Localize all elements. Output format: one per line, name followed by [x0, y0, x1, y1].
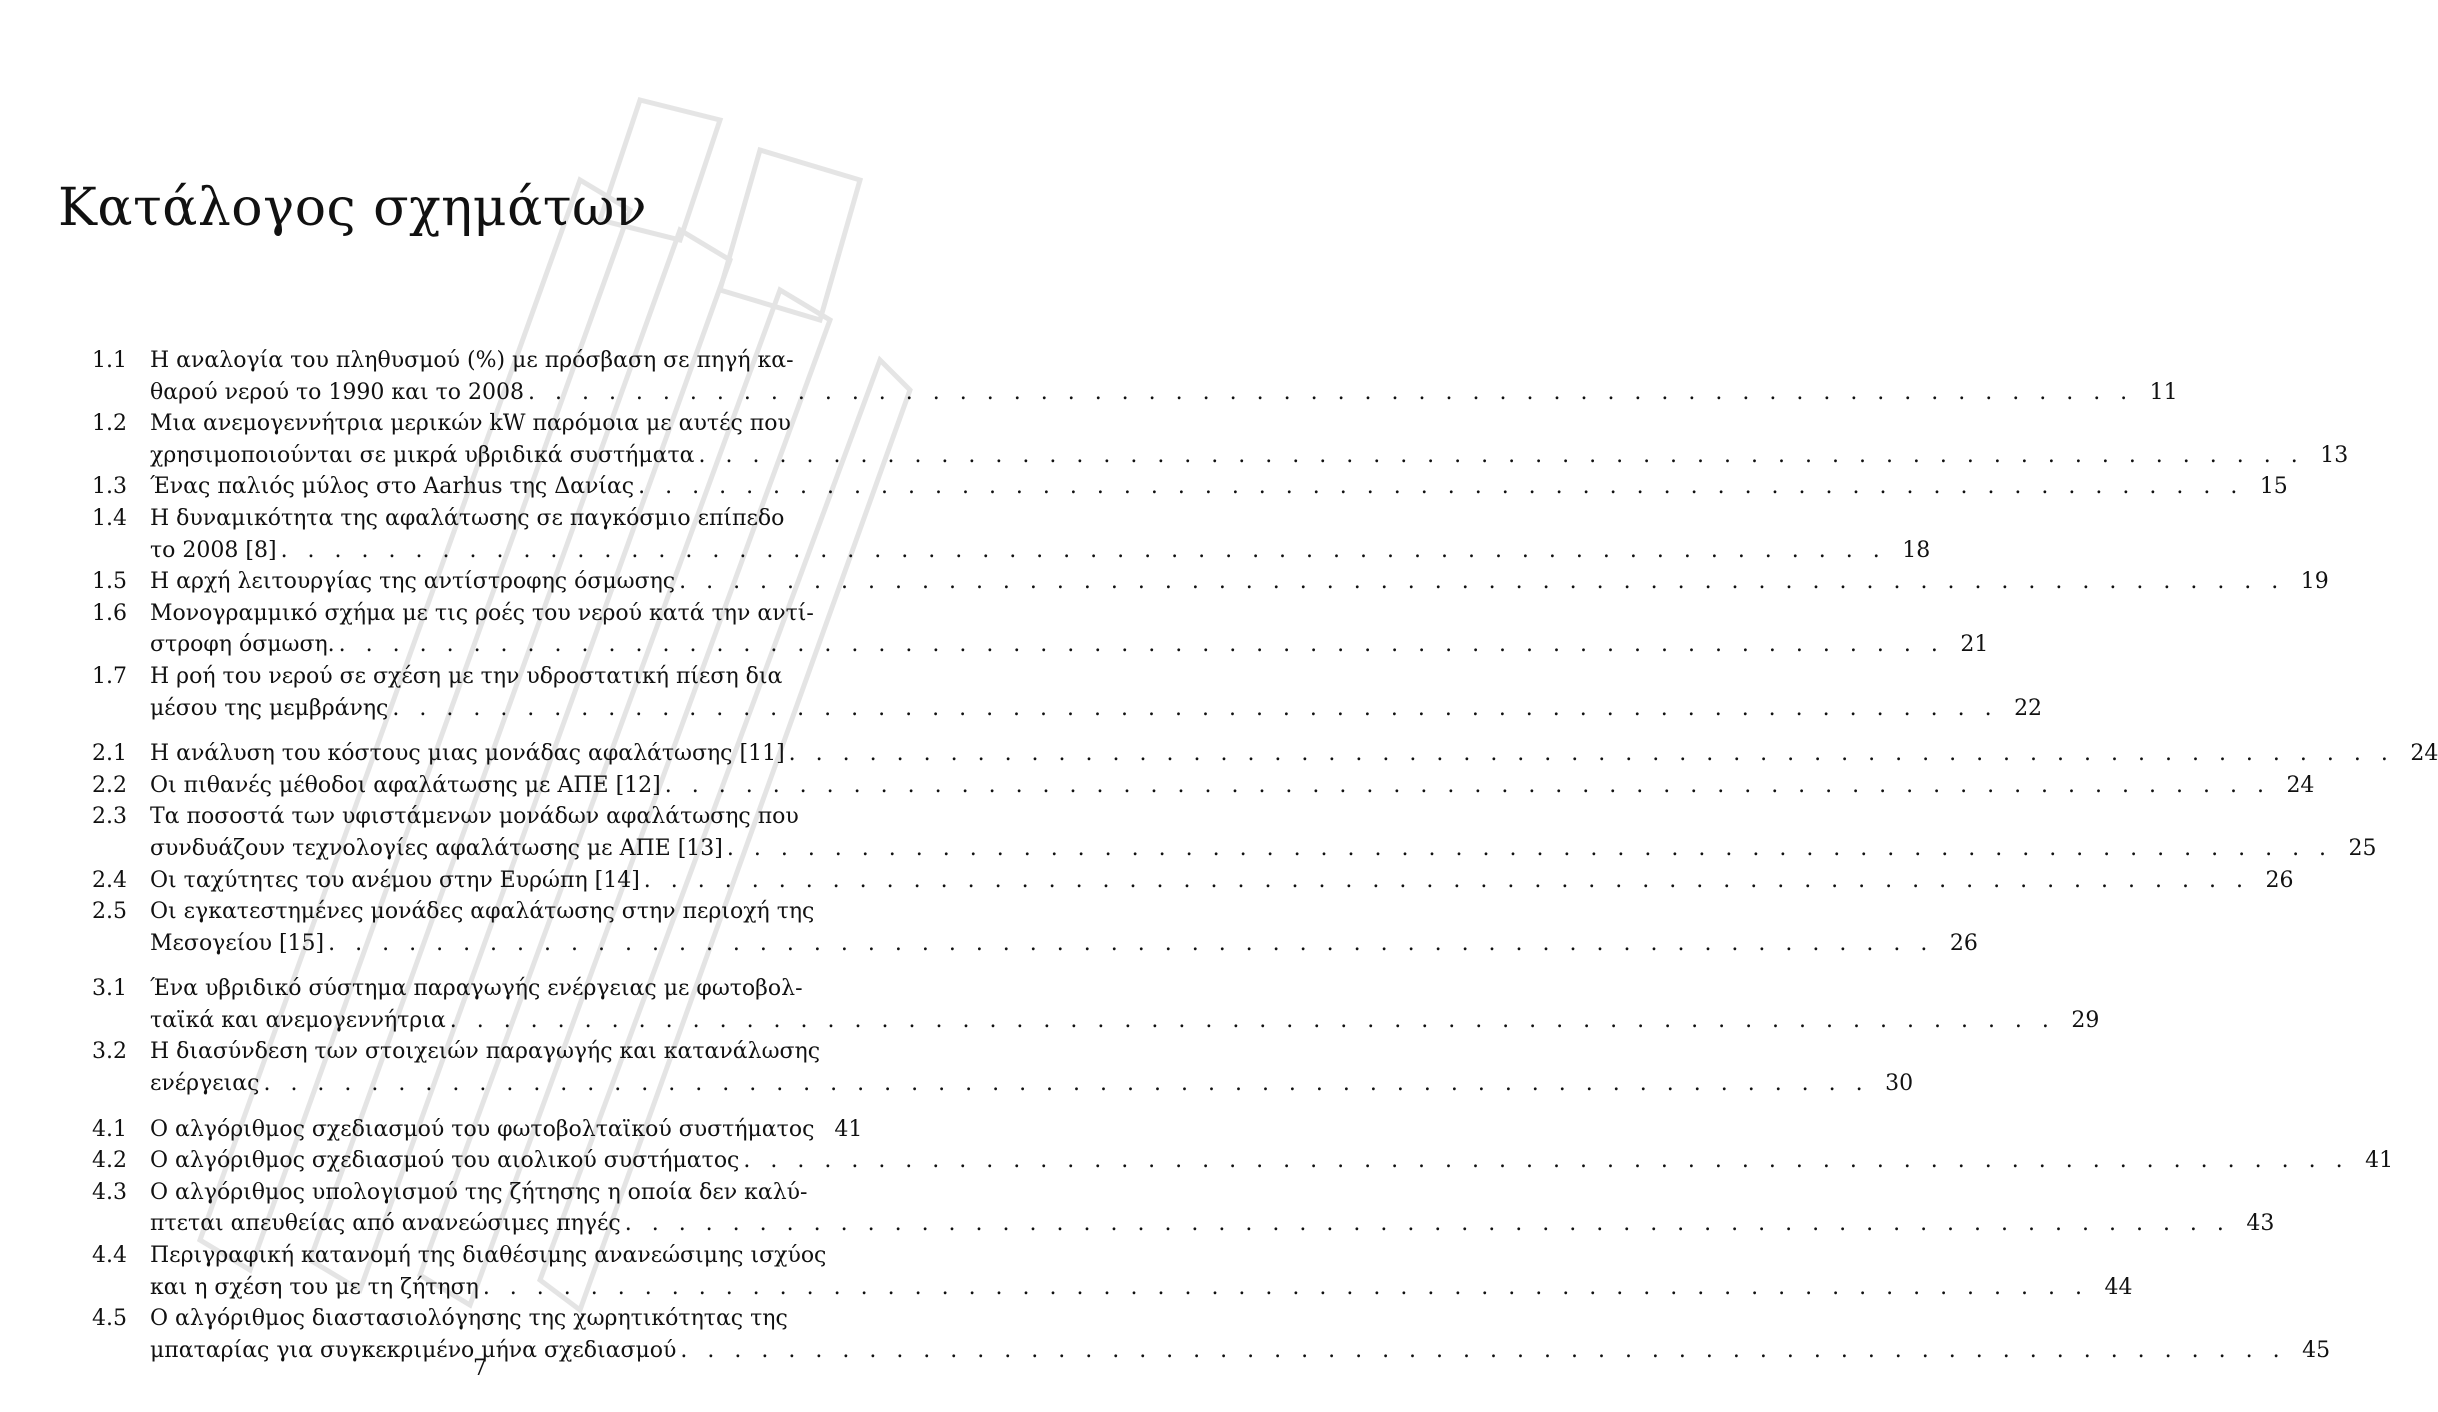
figure-entry[interactable] — [92, 408, 2349, 471]
figure-entry[interactable] — [92, 1036, 1914, 1099]
figure-caption — [150, 598, 1989, 661]
caption-text: Ένας παλιός μύλος στο Aarhus της Δανίας — [150, 474, 635, 500]
caption-last-line — [150, 1272, 2133, 1304]
figure-number: 4.1 — [92, 1116, 127, 1142]
figure-caption — [150, 738, 2438, 770]
figure-number: 4.4 — [92, 1243, 127, 1269]
caption-last-line — [150, 471, 2288, 503]
leader-dots: . . . . . . . . . . . . . . . . . . . . . . . . . . . . . . . . . . . . . . . . . . . . . . . . . . . . . . . . . . . . — [624, 1211, 2231, 1237]
page-ref[interactable]: 11 — [2149, 379, 2178, 405]
figure-number: 4.5 — [92, 1306, 127, 1332]
caption-last-line — [150, 770, 2315, 802]
leader-dots: . . . . . . . . . . . . . . . . . . . . . . . . . . . . . . . . . . . . . . . . . . . . . . . . . . . . . . . . . . . . — [328, 930, 1934, 956]
page-ref[interactable]: 22 — [2014, 695, 2043, 721]
figure-caption — [150, 896, 1978, 959]
figure-entry[interactable] — [92, 738, 2438, 770]
page-ref[interactable]: 26 — [2265, 867, 2294, 893]
figure-caption — [150, 345, 2178, 408]
figure-caption — [150, 408, 2349, 471]
caption-last-line — [150, 1068, 1914, 1100]
caption-text: Ο αλγόριθμος σχεδιασμού του αιολικού συστήματος — [150, 1148, 740, 1174]
caption-text: Ο αλγόριθμος σχεδιασμού του φωτοβολταϊκού συστήματος — [150, 1116, 815, 1142]
figure-entry[interactable] — [92, 598, 1989, 661]
page-ref[interactable]: 13 — [2320, 442, 2349, 468]
caption-text: Η ανάλυση του κόστους μιας μονάδας αφαλάτωσης [11] — [150, 741, 785, 767]
caption-text: ταϊκά και ανεμογεννήτρια — [150, 1007, 446, 1033]
leader-dots: . . . . . . . . . . . . . . . . . . . . . . . . . . . . . . . . . . . . . . . . . . . . . . . . . . . . . . . . . . . . — [392, 695, 1999, 721]
caption-line: Ένα υβριδικό σύστημα παραγωγής ενέργειας με φωτοβολ- — [150, 976, 803, 1002]
leader-dots: . . . . . . . . . . . . . . . . . . . . . . . . . . . . . . . . . . . . . . . . . . . . . . . . . . . . . . . . . . . . — [449, 1007, 2056, 1033]
figure-entry[interactable] — [92, 801, 2377, 864]
figure-number: 1.5 — [92, 569, 127, 595]
list-of-figures — [92, 345, 2438, 1366]
caption-line: Ο αλγόριθμος υπολογισμού της ζήτησης η οποία δεν καλύ- — [150, 1179, 808, 1205]
caption-line: Μονογραμμικό σχήμα με τις ροές του νερού κατά την αντί- — [150, 600, 814, 626]
page-ref[interactable]: 41 — [2365, 1148, 2394, 1174]
page-ref[interactable]: 18 — [1902, 537, 1931, 563]
page-ref[interactable]: 29 — [2071, 1007, 2100, 1033]
figure-entry[interactable] — [92, 1177, 2275, 1240]
caption-text: χρησιμοποιούνται σε μικρά υβριδικά συστήματα — [150, 442, 695, 468]
page-ref[interactable]: 26 — [1949, 930, 1978, 956]
figure-number: 3.2 — [92, 1039, 127, 1065]
figure-caption — [150, 503, 1931, 566]
caption-last-line — [150, 535, 1931, 567]
caption-text: Η αρχή λειτουργίας της αντίστροφης όσμωσης — [150, 569, 676, 595]
page-ref[interactable]: 44 — [2104, 1274, 2133, 1300]
figure-number: 1.4 — [92, 505, 127, 531]
caption-last-line — [150, 1208, 2275, 1240]
leader-dots: . . . . . . . . . . . . . . . . . . . . . . . . . . . . . . . . . . . . . . . . . . . . . . . . . . . . . . . . . . . . — [638, 474, 2244, 500]
page-ref[interactable]: 25 — [2348, 835, 2377, 861]
caption-text: το 2008 [8] — [150, 537, 277, 563]
figure-group — [92, 345, 2349, 724]
figure-caption — [150, 801, 2377, 864]
caption-line: Η διασύνδεση των στοιχειών παραγωγής και κατανάλωσης — [150, 1039, 821, 1065]
caption-line: Η αναλογία του πληθυσμού (%) με πρόσβαση σε πηγή κα- — [150, 348, 794, 373]
figure-number: 3.1 — [92, 976, 127, 1002]
figure-number: 4.2 — [92, 1148, 127, 1174]
figure-number: 1.2 — [92, 411, 127, 437]
figure-number: 2.4 — [92, 867, 127, 893]
caption-text: Οι ταχύτητες του ανέμου στην Ευρώπη [14] — [150, 867, 640, 893]
caption-last-line — [150, 1145, 2394, 1177]
caption-text: ενέργειας — [150, 1071, 260, 1097]
figure-number: 1.3 — [92, 474, 127, 500]
figure-number: 4.3 — [92, 1179, 127, 1205]
caption-line: Η δυναμικότητα της αφαλάτωσης σε παγκόσμιο επίπεδο — [150, 505, 785, 531]
caption-text: και η σχέση του με τη ζήτηση — [150, 1274, 479, 1300]
caption-line: Μια ανεμογεννήτρια μερικών kW παρόμοια με αυτές που — [150, 411, 791, 437]
caption-last-line — [150, 693, 2043, 725]
caption-text: συνδυάζουν τεχνολογίες αφαλάτωσης με ΑΠΕ [13] — [150, 835, 723, 861]
page-ref[interactable]: 15 — [2259, 474, 2288, 500]
figure-entry[interactable] — [92, 865, 2294, 897]
leader-dots: . . . . . . . . . . . . . . . . . . . . . . . . . . . . . . . . . . . . . . . . . . . . . . . . . . . . . . . . . . . . — [680, 1337, 2287, 1363]
figure-entry[interactable] — [92, 345, 2178, 408]
caption-last-line — [150, 833, 2377, 865]
figure-group — [92, 973, 2100, 1099]
figure-number: 1.6 — [92, 600, 127, 626]
leader-dots: . . . . . . . . . . . . . . . . . . . . . . . . . . . . . . . . . . . . . . . . . . . . . . . . . . . . . . . . . . . . — [788, 741, 2395, 767]
caption-last-line — [150, 566, 2329, 598]
figure-group — [92, 738, 2438, 959]
page-title: Κατάλογος σχημάτων — [58, 178, 647, 238]
figure-caption — [150, 1114, 862, 1146]
caption-last-line — [150, 738, 2438, 770]
figure-caption — [150, 1240, 2133, 1303]
caption-last-line — [150, 440, 2349, 472]
caption-line: Η ροή του νερού σε σχέση με την υδροστατική πίεση δια — [150, 663, 783, 689]
leader-dots: . . . . . . . . . . . . . . . . . . . . . . . . . . . . . . . . . . . . . . . . . . . . . . . . . . . . . . . . . . . . — [664, 772, 2271, 798]
caption-line: Οι εγκατεστημένες μονάδες αφαλάτωσης στην περιοχή της — [150, 899, 815, 925]
leader-dots: . . . . . . . . . . . . . . . . . . . . . . . . . . . . . . . . . . . . . . . . . . . . . . . . . . . . . . . . . . . . — [698, 442, 2305, 468]
leader-dots: . . . . . . . . . . . . . . . . . . . . . . . . . . . . . . . . . . . . . . . . . . . . . . . . . . . . . . . . . . . . — [280, 537, 1887, 563]
figure-entry[interactable] — [92, 896, 1978, 959]
figure-number: 2.1 — [92, 741, 127, 767]
figure-number: 2.2 — [92, 772, 127, 798]
figure-number: 2.5 — [92, 899, 127, 925]
leader-dots: . . . . . . . . . . . . . . . . . . . . . . . . . . . . . . . . . . . . . . . . . . . . . . . . . . . . . . . . . . . . — [263, 1071, 1870, 1097]
page-number: 7 — [473, 1356, 487, 1381]
caption-line: Τα ποσοστά των υφιστάμενων μονάδων αφαλάτωσης που — [150, 804, 799, 830]
figure-number: 1.1 — [92, 348, 127, 373]
leader-dots: . . . . . . . . . . . . . . . . . . . . . . . . . . . . . . . . . . . . . . . . . . . . . . . . . . . . . . . . . . . . — [338, 632, 1945, 658]
figure-caption — [150, 973, 2100, 1036]
figure-caption — [150, 1036, 1914, 1099]
figure-caption — [150, 865, 2294, 897]
figure-caption — [150, 566, 2329, 598]
figure-entry[interactable] — [92, 1240, 2133, 1303]
caption-text: Μεσογείου [15] — [150, 930, 325, 956]
figure-entry[interactable] — [92, 1114, 862, 1146]
page-ref[interactable]: 21 — [1960, 632, 1989, 658]
figure-caption — [150, 661, 2043, 724]
caption-last-line — [150, 1005, 2100, 1037]
caption-text: πτεται απευθείας από ανανεώσιμες πηγές — [150, 1211, 621, 1237]
page-ref[interactable]: 24 — [2410, 741, 2438, 767]
caption-text: Οι πιθανές μέθοδοι αφαλάτωσης με ΑΠΕ [12] — [150, 772, 661, 798]
leader-dots: . . . . . . . . . . . . . . . . . . . . . . . . . . . . . . . . . . . . . . . . . . . . . . . . . . . . . . . . . . . . — [726, 835, 2333, 861]
leader-dots: . . . . . . . . . . . . . . . . . . . . . . . . . . . . . . . . . . . . . . . . . . . . . . . . . . . . . . . . . . . . — [743, 1148, 2350, 1174]
page-ref[interactable]: 24 — [2286, 772, 2315, 798]
caption-text: μπαταρίας για συγκεκριμένο μήνα σχεδιασμού — [150, 1337, 677, 1363]
leader-dots: . . . . . . . . . . . . . . . . . . . . . . . . . . . . . . . . . . . . . . . . . . . . . . . . . . . . . . . . . . . . — [679, 569, 2285, 595]
figure-number: 1.7 — [92, 663, 127, 689]
figure-caption — [150, 770, 2315, 802]
caption-last-line — [150, 928, 1978, 960]
page-ref[interactable]: 19 — [2300, 569, 2329, 595]
caption-last-line — [150, 1114, 862, 1146]
leader-dots: . . . . . . . . . . . . . . . . . . . . . . . . . . . . . . . . . . . . . . . . . . . . . . . . . . . . . . . . . . . . — [643, 867, 2250, 893]
figure-number: 2.3 — [92, 804, 127, 830]
caption-last-line — [150, 377, 2178, 409]
page-ref[interactable]: 41 — [834, 1116, 863, 1142]
figure-entry[interactable] — [92, 566, 2329, 598]
caption-last-line — [150, 629, 1989, 661]
figure-entry[interactable] — [92, 1145, 2394, 1177]
figure-entry[interactable] — [92, 471, 2288, 503]
figure-entry[interactable] — [92, 770, 2315, 802]
caption-text: στροφη όσμωση. — [150, 632, 335, 658]
page-ref[interactable]: 45 — [2302, 1337, 2331, 1363]
leader-dots: . . . . . . . . . . . . . . . . . . . . . . . . . . . . . . . . . . . . . . . . . . . . . . . . . . . . . . . . . . . . — [527, 379, 2134, 405]
caption-line: Περιγραφική κατανομή της διαθέσιμης ανανεώσιμης ισχύος — [150, 1243, 827, 1269]
caption-line: Ο αλγόριθμος διαστασιολόγησης της χωρητικότητας της — [150, 1306, 788, 1332]
figure-entry[interactable] — [92, 503, 1931, 566]
caption-text: θαρού νερού το 1990 και το 2008 — [150, 379, 524, 405]
figure-group — [92, 1114, 2394, 1367]
figure-caption — [150, 1177, 2275, 1240]
caption-text: μέσου της μεμβράνης — [150, 695, 389, 721]
page-ref[interactable]: 43 — [2246, 1211, 2275, 1237]
figure-entry[interactable] — [92, 973, 2100, 1036]
figure-caption — [150, 1145, 2394, 1177]
figure-entry[interactable] — [92, 661, 2043, 724]
figure-caption — [150, 471, 2288, 503]
leader-dots: . . . . . . . . . . . . . . . . . . . . . . . . . . . . . . . . . . . . . . . . . . . . . . . . . . . . . . . . . . . . — [482, 1274, 2089, 1300]
page-ref[interactable]: 30 — [1885, 1071, 1914, 1097]
caption-last-line — [150, 865, 2294, 897]
